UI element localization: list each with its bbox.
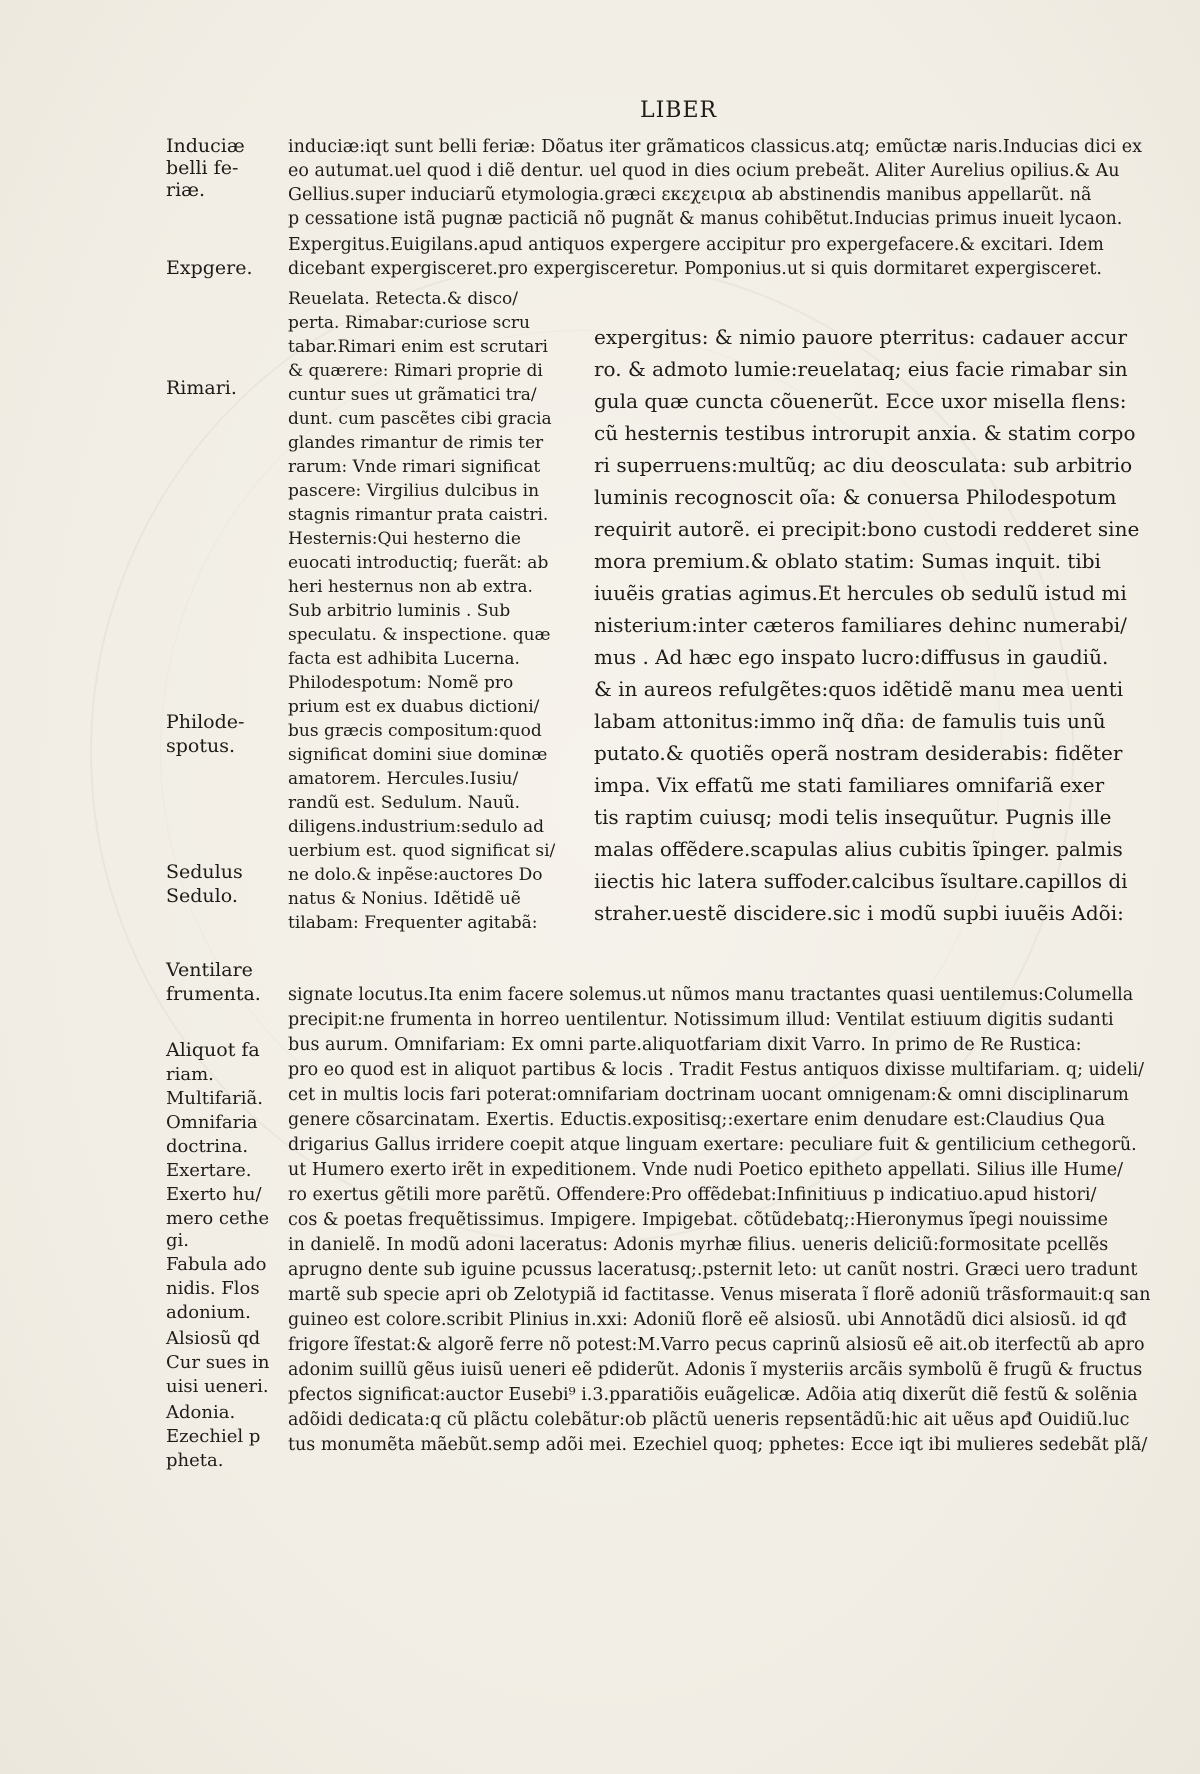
commentary-line: in danielẽ. In modũ adoni laceratus: Adonis myrhæ filius. ueneris deliciũ:formositate pcellẽs: [288, 1235, 1109, 1255]
commentary-line: euocati introductiq; fuerãt: ab: [288, 553, 549, 573]
commentary-line: bus græcis compositum:quod: [288, 721, 542, 741]
marginal-gloss: nidis. Flos: [166, 1278, 260, 1299]
main-text-line: tis raptim cuiusq; modi telis insequũtur. Pugnis ille: [594, 805, 1112, 829]
marginal-gloss: Omnifaria: [166, 1112, 258, 1133]
commentary-line: amatorem. Hercules.Iusiu/: [288, 769, 519, 789]
commentary-line: uerbium est. quod significat si/: [288, 841, 556, 861]
commentary-line: frigore ĩfestat:& algorẽ ferre nõ potest:M.Varro pecus caprinũ alsiosũ eẽ ait.ob iterfectũ ab apro: [288, 1335, 1145, 1355]
commentary-line: ro exertus gẽtili more parẽtũ. Offendere:Pro offẽdebat:Infinitiuus p indicatiuo.apud histori/: [288, 1185, 1097, 1205]
marginal-gloss: Adonia.: [166, 1402, 236, 1423]
commentary-line: diligens.industrium:sedulo ad: [288, 817, 545, 837]
marginal-gloss: belli fe-: [166, 157, 239, 179]
commentary-line: perta. Rimabar:curiose scru: [288, 313, 530, 333]
commentary-line: heri hesternus non ab extra.: [288, 577, 533, 597]
commentary-line: precipit:ne frumenta in horreo uentilentur. Notissimum illud: Ventilat estiuum digitis sudanti: [288, 1010, 1114, 1030]
main-text-line: ri superruens:multũq; ac diu deosculata: sub arbitrio: [594, 453, 1133, 477]
commentary-line: stagnis rimantur prata caistri.: [288, 505, 549, 525]
commentary-line: guineo est colore.scribit Plinius in.xxi: Adoniũ florẽ eẽ alsiosũ. ubi Annotãdũ dici alsiosũ. id qđ: [288, 1310, 1127, 1330]
main-text-line: straher.uestẽ discidere.sic i modũ supbi iuuẽis Adõi:: [594, 901, 1124, 925]
marginal-gloss: Philode-: [166, 711, 245, 733]
main-text-line: & in aureos refulgẽtes:quos idẽtidẽ manu mea uenti: [594, 677, 1124, 701]
main-text-line: mus . Ad hæc ego inspato lucro:diffusus in gaudiũ.: [594, 645, 1109, 669]
commentary-line: martẽ sub specie apri ob Zelotypiã id factitasse. Venus miserata ĩ florẽ adoniũ trãsformauit:q san: [288, 1285, 1151, 1305]
commentary-line: tabar.Rimari enim est scrutari: [288, 337, 548, 357]
commentary-line: Philodespotum: Nomẽ pro: [288, 673, 514, 693]
commentary-line: cos & poetas frequẽtissimus. Impigere. Impigebat. cõtũdebatq;:Hieronymus ĩpegi nouissime: [288, 1210, 1108, 1230]
commentary-line: randũ est. Sedulum. Nauũ.: [288, 793, 521, 813]
marginal-gloss: Rimari.: [166, 377, 237, 399]
marginal-gloss: Induciæ: [166, 135, 245, 157]
commentary-line: rarum: Vnde rimari significat: [288, 457, 541, 477]
main-text-line: requirit autorẽ. ei precipit:bono custodi redderet sine: [594, 517, 1140, 541]
commentary-line: adonim suillũ gẽus iuisũ ueneri eẽ pdiderũt. Adonis ĩ mysteriis arcãis symbolũ ẽ frugũ & fructus: [288, 1360, 1143, 1380]
marginal-gloss: mero cethe: [166, 1208, 270, 1229]
commentary-line: & quærere: Rimari proprie di: [288, 361, 543, 381]
marginal-gloss: Ventilare: [166, 959, 253, 981]
main-text-line: putato.& quotiẽs operã nostram desiderabis: fidẽter: [594, 741, 1123, 765]
marginal-gloss: Exertare.: [166, 1160, 252, 1181]
commentary-line: cet in multis locis fari poterat:omnifariam doctrinam uocant omnigenam:& omni disciplinarum: [288, 1085, 1129, 1105]
commentary-line: induciæ:iqt sunt belli feriæ: Dõatus iter grãmaticos classicus.atq; emũctæ naris.Inducias dici ex: [288, 137, 1142, 157]
main-text-line: mora premium.& oblato statim: Sumas inquit. tibi: [594, 549, 1101, 573]
commentary-line: Hesternis:Qui hesterno die: [288, 529, 521, 549]
commentary-line: tus monumẽta mãebũt.semp adõi mei. Ezechiel quoq; pphetes: Ecce iqt ibi mulieres sedebãt plã/: [288, 1435, 1148, 1455]
commentary-line: tilabam: Frequenter agitabã:: [288, 913, 538, 933]
marginal-gloss: Aliquot fa: [166, 1039, 260, 1061]
commentary-line: p cessatione istã pugnæ pacticiã nõ pugnãt & manus cohibẽtut.Inducias primus inueit lycaon.: [288, 209, 1123, 229]
commentary-line: dicebant expergisceret.pro expergisceretur. Pomponius.ut si quis dormitaret expergisceret.: [288, 259, 1102, 279]
commentary-line: Expergitus.Euigilans.apud antiquos expergere accipitur pro expergefacere.& excitari. Idem: [288, 235, 1104, 255]
marginal-gloss: gi.: [166, 1230, 190, 1251]
main-text-line: ro. & admoto lumie:reuelataq; eius facie rimabar sin: [594, 357, 1128, 381]
marginal-gloss: adonium.: [166, 1302, 251, 1323]
marginal-gloss: Fabula ado: [166, 1254, 267, 1275]
marginal-gloss: pheta.: [166, 1450, 224, 1471]
main-text-line: impa. Vix effatũ me stati familiares omnifariã exer: [594, 773, 1105, 797]
main-text-line: nisterium:inter cæteros familiares dehinc numerabi/: [594, 613, 1127, 637]
marginal-gloss: riam.: [166, 1064, 214, 1085]
commentary-line: cuntur sues ut grãmatici tra/: [288, 385, 537, 405]
commentary-line: pro eo quod est in aliquot partibus & locis . Tradit Festus antiquos dixisse multifariam. q; uideli/: [288, 1060, 1145, 1080]
commentary-line: speculatu. & inspectione. quæ: [288, 625, 551, 645]
commentary-line: ne dolo.& inpẽse:auctores Do: [288, 865, 543, 885]
main-text-line: malas offẽdere.scapulas alius cubitis ĩpinger. palmis: [594, 837, 1123, 861]
commentary-line: genere cõsarcinatam. Exertis. Eductis.expositisq;:exertare enim denudare est:Claudius Qua: [288, 1110, 1106, 1130]
marginal-gloss: spotus.: [166, 735, 236, 757]
commentary-line: dunt. cum pascẽtes cibi gracia: [288, 409, 552, 429]
commentary-line: prium est ex duabus dictioni/: [288, 697, 540, 717]
main-text-line: iuuẽis gratias agimus.Et hercules ob sedulũ istud mi: [594, 581, 1127, 605]
commentary-line: adõidi dedicata:q cũ plãctu colebãtur:ob plãctũ ueneris repsentãdũ:hic ait uẽus apđ Ouidiũ.luc: [288, 1410, 1130, 1430]
marginal-gloss: Cur sues in: [166, 1352, 270, 1373]
main-text-line: luminis recognoscit oĩa: & conuersa Philodespotum: [594, 485, 1117, 509]
commentary-line: facta est adhibita Lucerna.: [288, 649, 520, 669]
commentary-line: natus & Nonius. Idẽtidẽ uẽ: [288, 889, 521, 909]
main-text-line: gula quæ cuncta cõuenerũt. Ecce uxor misella flens:: [594, 389, 1127, 413]
commentary-line: aprugno dente sub iguine pcussus laceratusq;.psternit leto: ut canũt nostri. Græci uero tradunt: [288, 1260, 1138, 1280]
commentary-line: Reuelata. Retecta.& disco/: [288, 289, 518, 309]
commentary-line: glandes rimantur de rimis ter: [288, 433, 544, 453]
main-text-line: iiectis hic latera suffoder.calcibus ĩsultare.capillos di: [594, 869, 1128, 893]
marginal-gloss: Multifariã.: [166, 1088, 263, 1109]
commentary-line: ut Humero exerto irẽt in expeditionem. Vnde nudi Poetico epitheto appellati. Silius ille Hume/: [288, 1160, 1123, 1180]
marginal-gloss: Exerto hu/: [166, 1184, 262, 1205]
commentary-line: drigarius Gallus irridere coepit atque linguam exertare: peculiare fuit & gentilicium cethegorũ.: [288, 1135, 1137, 1155]
marginal-gloss: frumenta.: [166, 983, 261, 1005]
commentary-line: eo autumat.uel quod i diẽ dentur. uel quod in dies ocium prebeãt. Aliter Aurelius opilius.& Au: [288, 161, 1120, 181]
marginal-gloss: Sedulo.: [166, 885, 238, 907]
commentary-line: Sub arbitrio luminis . Sub: [288, 601, 511, 621]
main-text-line: labam attonitus:immo inq̃ dña: de famulis tuis unũ: [594, 709, 1106, 733]
marginal-gloss: riæ.: [166, 179, 206, 201]
running-header: LIBER: [640, 98, 718, 123]
commentary-line: pascere: Virgilius dulcibus in: [288, 481, 540, 501]
marginal-gloss: Expgere.: [166, 257, 253, 279]
commentary-line: Gellius.super induciarũ etymologia.græci εκεχειρια ab abstinendis manibus appellarũt. nã: [288, 185, 1092, 205]
commentary-line: significat domini siue dominæ: [288, 745, 548, 765]
commentary-line: signate locutus.Ita enim facere solemus.ut nũmos manu tractantes quasi uentilemus:Columella: [288, 985, 1134, 1005]
commentary-line: pfectos significat:auctor Eusebi⁹ i.3.pparatiõis euãgelicæ. Adõia atiq dixerũt diẽ festũ & solẽnia: [288, 1385, 1138, 1405]
main-text-line: expergitus: & nimio pauore pterritus: cadauer accur: [594, 325, 1128, 349]
marginal-gloss: doctrina.: [166, 1136, 249, 1157]
marginal-gloss: uisi ueneri.: [166, 1376, 269, 1397]
marginal-gloss: Alsiosũ qd: [166, 1328, 261, 1349]
commentary-line: bus aurum. Omnifariam: Ex omni parte.aliquotfariam dixit Varro. In primo de Re Rustica:: [288, 1035, 1082, 1055]
marginal-gloss: Sedulus: [166, 861, 243, 883]
main-text-line: cũ hesternis testibus introrupit anxia. & statim corpo: [594, 421, 1136, 445]
marginal-gloss: Ezechiel p: [166, 1426, 261, 1447]
